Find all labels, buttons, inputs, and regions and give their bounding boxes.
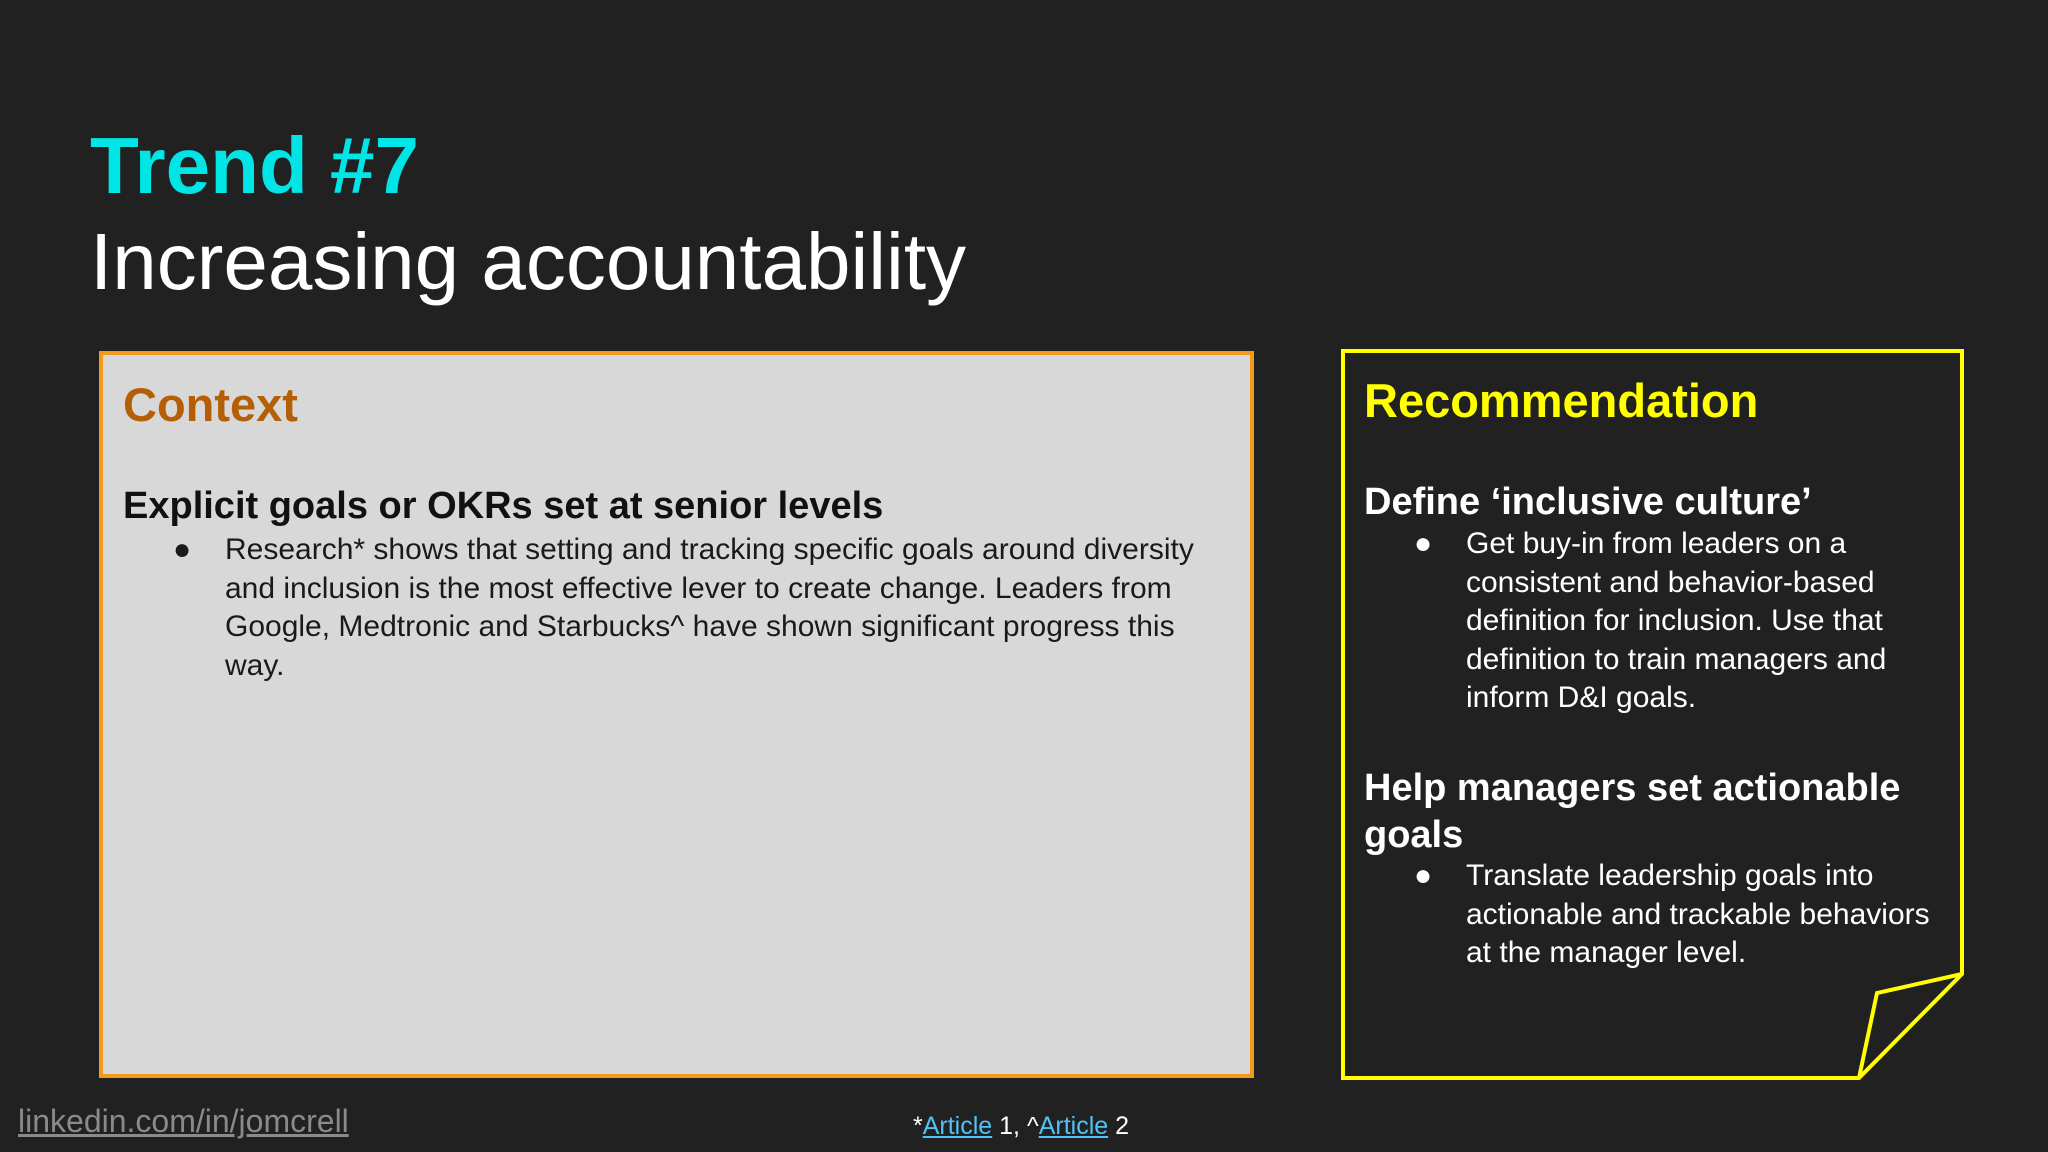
context-bullet xyxy=(123,531,1238,685)
context-bullet-text: Research* shows that setting and tracking specific goals around diversity and inclusion is the most effective lever to create change. Leaders from Google, Medtronic and Starbucks^ have shown significant progress this way. xyxy=(225,533,1194,682)
bullet-dot-icon: ● xyxy=(1414,527,1433,560)
recommendation-bullet-text: Get buy-in from leaders on a consistent and behavior-based definition for inclusion. Use that definition to train managers and inform D&I goals. xyxy=(1466,527,1887,714)
recommendation-bullet xyxy=(1364,525,1949,718)
citation-suffix: 2 xyxy=(1108,1112,1130,1140)
context-box xyxy=(99,351,1254,1078)
recommendation-heading: Recommendation xyxy=(1364,374,1759,427)
article-2-link[interactable]: Article xyxy=(1038,1112,1109,1140)
linkedin-profile-link[interactable]: linkedin.com/in/jomcrell xyxy=(18,1103,349,1139)
recommendation-bullet-text: Translate leadership goals into actionable and trackable behaviors at the manager level. xyxy=(1466,859,1930,969)
article-1-link[interactable]: Article xyxy=(922,1112,993,1140)
recommendation-bullet xyxy=(1364,857,1949,973)
recommendation-box xyxy=(1341,349,1966,1082)
recommendation-section-heading: Define ‘inclusive culture’ xyxy=(1364,481,1812,523)
slide-subtitle: Increasing accountability xyxy=(90,217,967,306)
recommendation-section-heading: Help managers set actionable goals xyxy=(1364,767,1901,856)
slide-title: Trend #7 xyxy=(90,121,420,210)
bullet-dot-icon: ● xyxy=(1414,859,1433,892)
citation-prefix: * xyxy=(913,1112,923,1140)
bullet-dot-icon: ● xyxy=(173,533,192,566)
context-section-heading: Explicit goals or OKRs set at senior levels xyxy=(123,485,884,527)
citation-line xyxy=(913,1112,1129,1141)
citation-separator: 1, ^ xyxy=(992,1112,1039,1140)
context-heading: Context xyxy=(123,378,298,431)
